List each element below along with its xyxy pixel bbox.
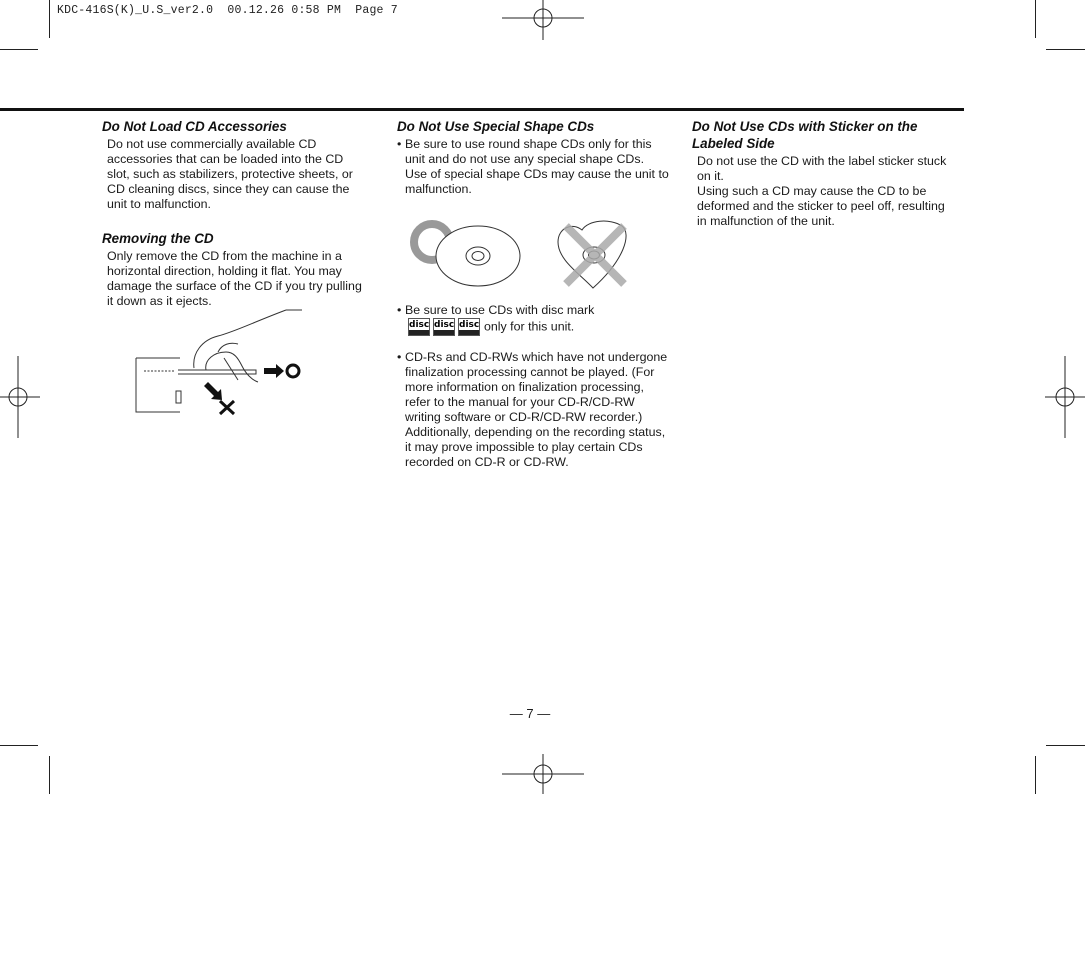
bullet-dot: •	[397, 137, 402, 151]
right-column	[692, 118, 957, 229]
section-title-special-shape: Do Not Use Special Shape CDs	[397, 119, 595, 134]
middle-column-continued	[397, 303, 669, 470]
section-title-removing-cd: Removing the CD	[102, 231, 214, 246]
sticker-paragraph-2: Using such a CD may cause the CD to be deformed and the sticker to peel off, resulting in malfunction of the unit.	[697, 184, 945, 228]
compact-disc-rewritable-logo-icon: disc	[458, 318, 480, 336]
compact-disc-recordable-logo-icon: disc	[433, 318, 455, 336]
bullet-cdr-finalization-text: CD-Rs and CD-RWs which have not undergone finalization processing cannot be played. (For more information on finalization processing, refer to the manual for your CD-R/CD-RW writing software or CD-R/CD-RW recorder.) Additionally, depending on the recording status, it may prove impossible to play certain CDs recorded on CD-R or CD-RW.	[405, 350, 668, 469]
section-title-cd-accessories: Do Not Load CD Accessories	[102, 119, 287, 134]
compact-disc-logo-icon: disc	[408, 318, 430, 336]
crop-mark-top-left-horizontal	[0, 49, 38, 50]
section-body-cd-accessories: Do not use commercially available CD accessories that can be loaded into the CD slot, such as stabilizers, protective sheets, or CD cleaning discs, since they can cause the unit to malfunction.	[107, 137, 353, 211]
middle-column	[397, 118, 669, 197]
bullet-round-shape	[397, 137, 669, 197]
crop-mark-bottom-left-horizontal	[0, 745, 38, 746]
bullet-disc-mark-suffix: only for this unit.	[484, 319, 575, 334]
bullet-disc-mark-prefix: Be sure to use CDs with disc mark	[405, 303, 595, 317]
bullet-disc-mark	[397, 303, 669, 336]
left-column	[102, 118, 367, 309]
print-file-info: KDC-416S(K)_U.S_ver2.0 00.12.26 0:58 PM Page 7	[57, 4, 398, 17]
cd-removal-illustration	[134, 308, 310, 418]
sticker-paragraph-1: Do not use the CD with the label sticker stuck on it.	[697, 154, 947, 183]
crop-mark-bottom-left-vertical	[49, 756, 50, 794]
section-body-removing-cd: Only remove the CD from the machine in a horizontal direction, holding it flat. You may damage the surface of the CD if you try pulling it down as it ejects.	[107, 249, 362, 308]
bullet-dot: •	[397, 350, 402, 364]
registration-mark-bottom	[502, 754, 584, 794]
crop-mark-top-left-vertical	[49, 0, 50, 38]
cd-shape-illustration	[410, 212, 640, 294]
registration-mark-top	[502, 0, 584, 40]
registration-mark-right	[1045, 356, 1085, 438]
crop-mark-bottom-right-vertical	[1035, 756, 1036, 794]
page-number: — 7 —	[509, 706, 551, 721]
bullet-round-shape-text: Be sure to use round shape CDs only for this unit and do not use any special shape CDs. Use of special shape CDs may cause the unit to malfunction.	[405, 137, 669, 196]
registration-mark-left	[0, 356, 40, 438]
crop-mark-top-right-horizontal	[1046, 49, 1085, 50]
header-rule	[0, 108, 964, 111]
section-title-sticker: Do Not Use CDs with Sticker on the Labeled Side	[692, 119, 918, 151]
bullet-dot: •	[397, 303, 402, 317]
disc-logo-group	[408, 318, 480, 336]
crop-mark-top-right-vertical	[1035, 0, 1036, 38]
crop-mark-bottom-right-horizontal	[1046, 745, 1085, 746]
bullet-cdr-finalization	[397, 350, 669, 470]
